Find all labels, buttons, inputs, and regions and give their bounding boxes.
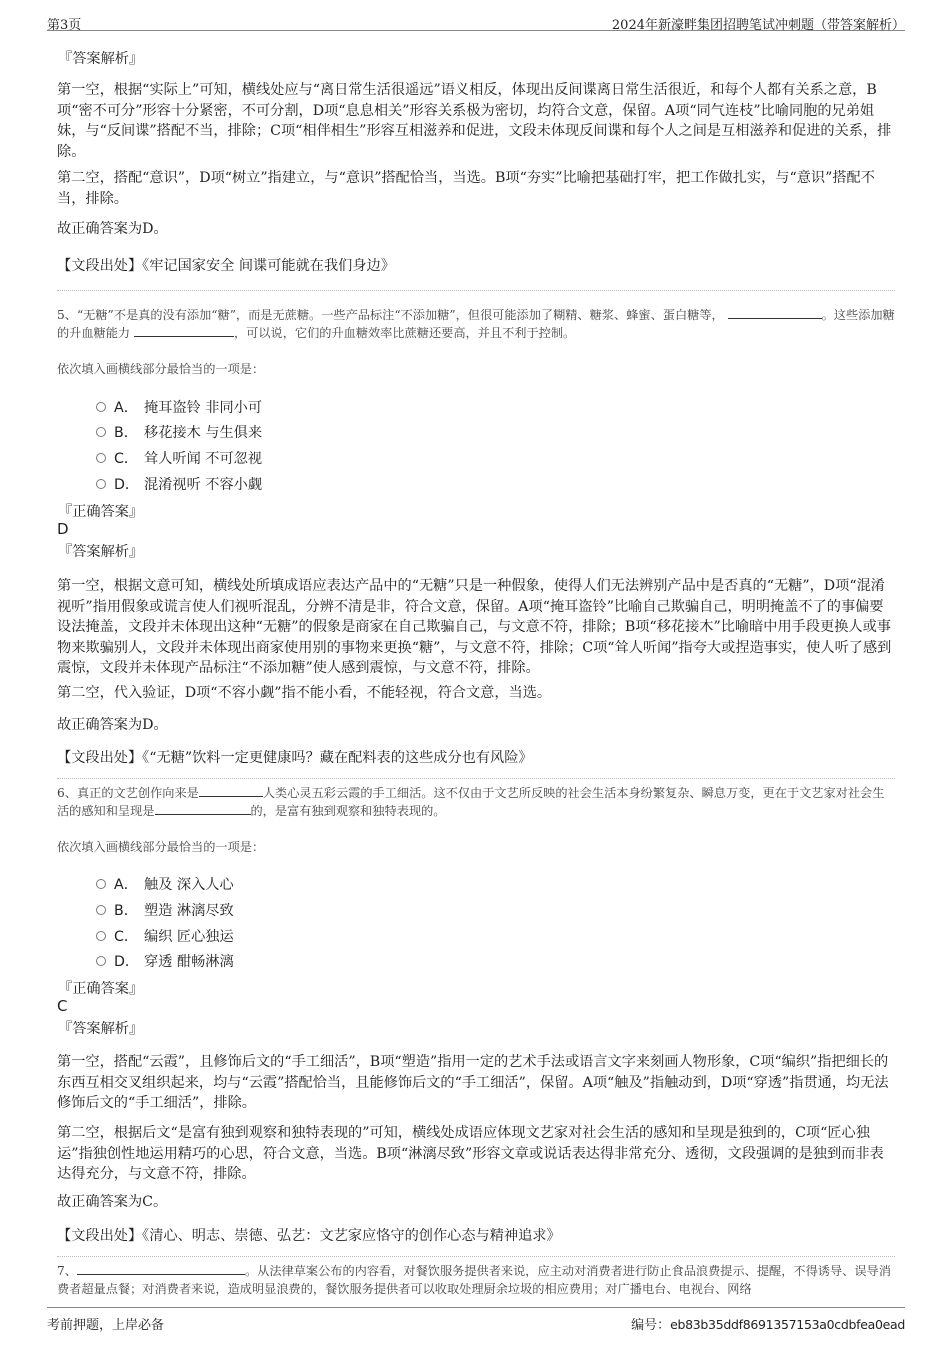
divider — [57, 1256, 895, 1257]
radio-icon[interactable] — [96, 931, 106, 941]
q5-option-c[interactable]: C． 耸人听闻 不可忽视 — [96, 448, 262, 468]
page-header — [47, 8, 905, 31]
radio-icon[interactable] — [96, 879, 106, 889]
q7-stem-part2: 。从法律草案公布的内容看，对餐饮服务提供者来说，应主动对消费者进行防止食品浪费提示、提醒，不得诱导、误导消费者超量点餐；对消费者来说，造成明显浪费的，餐饮服务提供者可以收取处理厨余垃圾的相应费用；对广播电台、电视台、网络 — [57, 1264, 891, 1296]
q6-analysis-para1: 第一空，搭配“云霞”，且修饰后文的“手工细活”，B项“塑造”指用一定的艺术手法或语言文字来刻画人物形象，C项“编织”指把细长的东西互相交叉组织起来，均与“云霞”搭配恰当，且能修饰后文的“手工细活”，保留。A项“触及”指触动到，D项“穿透”指贯通，均无法修饰后文的“手工细活”，排除。 — [57, 1054, 889, 1111]
q5-prompt: 依次填入画横线部分最恰当的一项是： — [57, 362, 265, 376]
q5-correct-label: 『正确答案』 — [58, 504, 144, 520]
q6-option-c[interactable]: C． 编织 匠心独运 — [96, 926, 234, 946]
q5-option-b[interactable]: B． 移花接木 与生俱来 — [96, 422, 262, 442]
code-label: 编号： — [631, 1318, 671, 1333]
radio-icon[interactable] — [96, 402, 106, 412]
q6-blank-1 — [199, 784, 263, 797]
q5-blank-1 — [728, 306, 822, 319]
page-number: 第3页 — [47, 18, 82, 33]
divider — [57, 778, 895, 779]
q7-stem-part1: 7、 — [57, 1264, 77, 1278]
q5-option-d[interactable]: D． 混淆视听 不容小觑 — [96, 474, 262, 494]
q7-stem — [57, 1262, 895, 1298]
q5-correct-answer: D — [57, 520, 69, 538]
q5-analysis-label: 『答案解析』 — [58, 544, 144, 560]
q6-stem-part2: 人类心灵五彩云霞的手工细活。这不仅由于文艺所反映的社会生活本身纷繁复杂、瞬息万变，更在于文艺家对社会生活的感知和呈现是 — [57, 786, 885, 818]
q6-correct-label: 『正确答案』 — [58, 981, 144, 997]
q4-analysis-label: 『答案解析』 — [58, 51, 144, 67]
q6-option-b[interactable]: B． 塑造 淋漓尽致 — [96, 900, 234, 920]
q5-stem-part2: 。这些添加糖的升血糖能力 — [57, 308, 895, 340]
q7-blank-1 — [77, 1262, 245, 1275]
radio-icon[interactable] — [96, 453, 106, 463]
q5-analysis-para1: 第一空，根据文意可知，横线处所填成语应表达产品中的“无糖”只是一种假象，使得人们无法辨别产品中是否真的“无糖”，D项“混淆视听”指用假象或谎言使人们视听混乱，分辨不清是非，符合文意，保留。A项“掩耳盗铃”比喻自己欺骗自己，明明掩盖不了的事偏要设法掩盖，文段并未体现出这种“无糖”的假象是商家在自己欺骗自己，与文意不符，排除；B项“移花接木”比喻暗中用手段更换人或事物来欺骗别人，文段并未体现出商家使用别的事物来更换“糖”，与文意不符，排除；C项“耸人听闻”指夸大或捏造事实，使人听了感到震惊，文段并未体现产品标注“不添加糖”使人感到震惊，与文意不符，排除。 — [57, 578, 892, 676]
q5-stem-part3: ，可以说，它们的升血糖效率比蔗糖还要高，并且不利于控制。 — [234, 326, 576, 340]
q5-option-a[interactable]: A． 掩耳盗铃 非同小可 — [96, 397, 262, 417]
q6-stem-part3: 的，是富有独到观察和独特表现的。 — [250, 804, 446, 818]
divider — [57, 290, 895, 291]
q6-stem-part1: 6、真正的文艺创作向来是 — [57, 786, 199, 800]
q6-option-a[interactable]: A． 触及 深入人心 — [96, 874, 234, 894]
q6-stem — [57, 784, 895, 820]
document-code — [631, 1314, 905, 1333]
page-footer — [47, 1307, 905, 1333]
q5-stem-part1: 5、“无糖”不是真的没有添加“糖”，而是无蔗糖。一些产品标注“不添加糖”，但很可能添加了糊精、糖浆、蜂蜜、蛋白糖等， — [57, 308, 724, 322]
q4-conclusion: 故正确答案为D。 — [57, 221, 168, 237]
code-value: eb83b35ddf8691357153a0cdbfea0ead — [670, 1317, 905, 1332]
q6-option-d[interactable]: D． 穿透 酣畅淋漓 — [96, 951, 234, 971]
q4-analysis-para1: 第一空，根据“实际上”可知，横线处应与“离日常生活很遥远”语义相反，体现出反间谍离日常生活很近，和每个人都有关系之意，B项“密不可分”形容十分紧密，不可分割，D项“息息相关”形容关系极为密切，均符合文意，保留。A项“同气连枝”比喻同胞的兄弟姐妹，与“反间谍”搭配不当，排除；C项“相伴相生”形容互相滋养和促进，文段未体现反间谍和每个人之间是互相滋养和促进的关系，排除。 — [57, 82, 892, 160]
q4-source: 【文段出处】《牢记国家安全 间谍可能就在我们身边》 — [57, 258, 395, 274]
q6-source: 【文段出处】《清心、明志、崇德、弘艺：文艺家应恪守的创作心态与精神追求》 — [57, 1228, 561, 1244]
q5-conclusion: 故正确答案为D。 — [57, 717, 168, 733]
q5-blank-2 — [134, 324, 234, 337]
footer-slogan: 考前押题，上岸必备 — [47, 1318, 165, 1333]
q6-prompt: 依次填入画横线部分最恰当的一项是： — [57, 840, 265, 854]
radio-icon[interactable] — [96, 479, 106, 489]
q6-analysis-label: 『答案解析』 — [58, 1021, 144, 1037]
radio-icon[interactable] — [96, 427, 106, 437]
q5-stem — [57, 306, 895, 342]
document-title: 2024年新濠畔集团招聘笔试冲刺题（带答案解析） — [611, 18, 905, 33]
q6-correct-answer: C — [57, 997, 68, 1015]
q6-blank-2 — [155, 802, 251, 815]
q6-conclusion: 故正确答案为C。 — [57, 1194, 168, 1210]
radio-icon[interactable] — [96, 956, 106, 966]
q4-analysis-para2: 第二空，搭配“意识”，D项“树立”指建立，与“意识”搭配恰当，当选。B项“夯实”比喻把基础打牢，把工作做扎实，与“意识”搭配不当，排除。 — [57, 170, 875, 207]
q5-analysis-para2: 第二空，代入验证，D项“不容小觑”指不能小看，不能轻视，符合文意，当选。 — [57, 685, 552, 701]
q6-analysis-para2: 第二空，根据后文“是富有独到观察和独特表现的”可知，横线处成语应体现文艺家对社会生活的感知和呈现是独到的，C项“匠心独运”指独创性地运用精巧的心思，符合文意，当选。B项“淋漓尽致”形容文章或说话表达得非常充分、透彻，文段强调的是独到而非表达得充分，与文意不符，排除。 — [57, 1125, 884, 1182]
q5-source: 【文段出处】《“无糖”饮料一定更健康吗？藏在配料表的这些成分也有风险》 — [57, 750, 533, 766]
radio-icon[interactable] — [96, 905, 106, 915]
